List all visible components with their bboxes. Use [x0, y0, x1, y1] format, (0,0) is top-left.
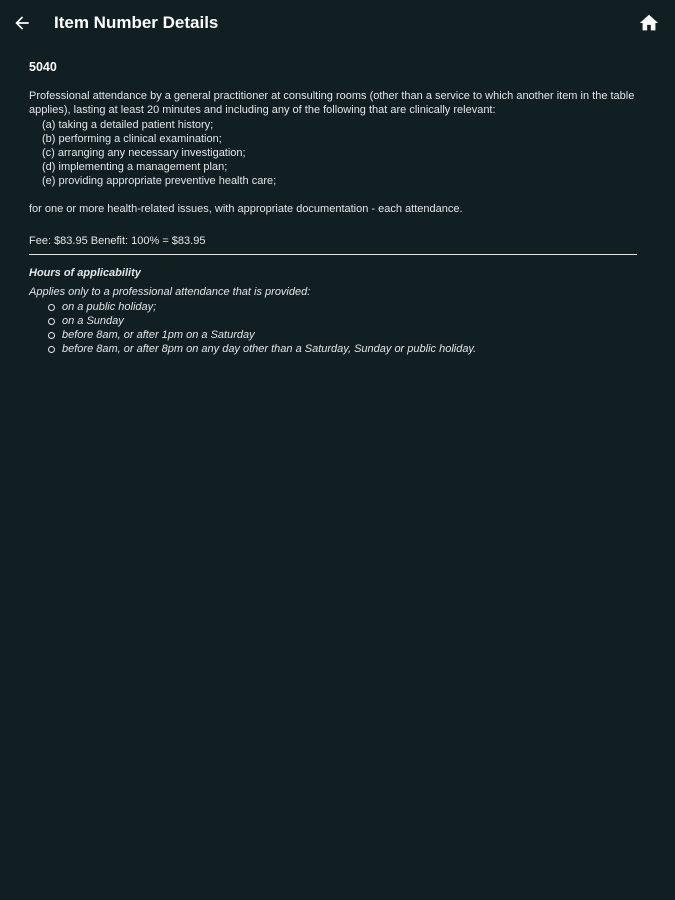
clause-list — [42, 118, 637, 188]
condition-item — [62, 342, 637, 356]
arrow-left-icon — [12, 13, 32, 33]
condition-item — [62, 314, 637, 328]
item-number: 5040 — [29, 60, 57, 74]
bullet-icon — [48, 318, 55, 325]
divider — [29, 254, 637, 255]
app-bar — [0, 0, 675, 46]
hours-intro: Applies only to a professional attendance that is provided: — [29, 286, 311, 298]
condition-text: before 8am, or after 8pm on any day other than a Saturday, Sunday or public holiday. — [62, 342, 477, 355]
bullet-icon — [48, 332, 55, 339]
item-details — [29, 58, 637, 356]
condition-item — [62, 300, 637, 314]
hours-conditions-list — [29, 300, 637, 356]
clause-item: (c) arranging any necessary investigation; — [42, 146, 246, 159]
bullet-icon — [48, 304, 55, 311]
condition-text: before 8am, or after 1pm on a Saturday — [62, 328, 255, 341]
fee-line: Fee: $83.95 Benefit: 100% = $83.95 — [29, 235, 206, 247]
condition-text: on a Sunday — [62, 314, 124, 327]
clause-item: (b) performing a clinical examination; — [42, 132, 222, 145]
item-description: Professional attendance by a general practitioner at consulting rooms (other than a service to which another item in the table applies), lasting at least 20 minutes and including any of the following that are clinically relevant: — [29, 89, 635, 116]
home-button[interactable] — [637, 11, 661, 35]
hours-title: Hours of applicability — [29, 266, 141, 279]
back-button[interactable] — [10, 11, 34, 35]
home-icon — [638, 12, 660, 34]
clause-item: (d) implementing a management plan; — [42, 160, 228, 173]
item-closing-text: for one or more health-related issues, with appropriate documentation - each attendance. — [29, 202, 463, 215]
clause-item: (e) providing appropriate preventive health care; — [42, 174, 277, 187]
clause-item: (a) taking a detailed patient history; — [42, 118, 214, 131]
page-title: Item Number Details — [54, 13, 219, 32]
condition-item — [62, 328, 637, 342]
bullet-icon — [48, 346, 55, 353]
condition-text: on a public holiday; — [62, 300, 157, 313]
